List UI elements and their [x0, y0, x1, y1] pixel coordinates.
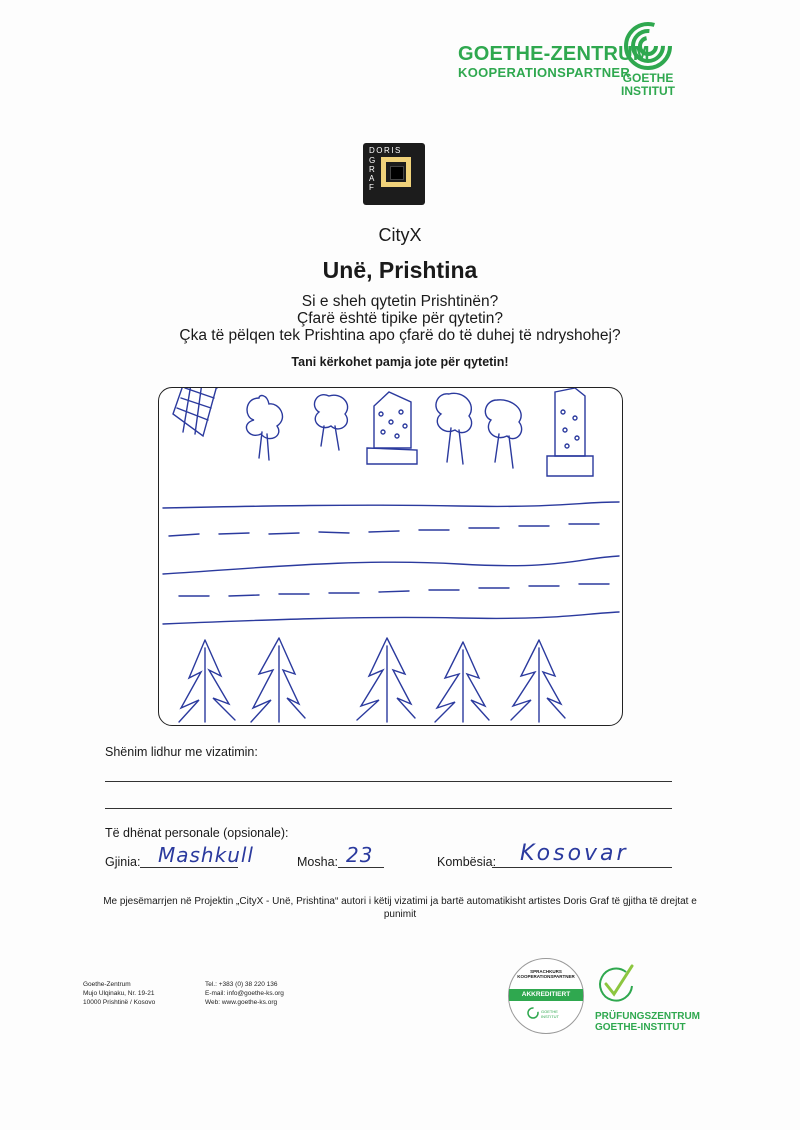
pine-tree-icon: [357, 638, 415, 722]
note-line-1[interactable]: [105, 781, 672, 782]
nationality-line: [492, 867, 672, 868]
personal-data-label: Të dhënat personale (opsionale):: [105, 826, 289, 840]
question-3: Çka të pëlqen tek Prishtina apo çfarë do të duhej të ndryshohej?: [179, 327, 621, 344]
tower-building-icon: [173, 388, 219, 436]
footer-tel: Tel.: +383 (0) 38 220 136: [205, 981, 278, 988]
footer-city: 10000 Prishtinë / Kosovo: [83, 999, 156, 1006]
pine-tree-icon: [511, 640, 565, 722]
footer-org: Goethe-Zentrum: [83, 981, 131, 988]
brand-line1: GOETHE-ZENTRUM: [458, 43, 650, 65]
pz-line2: GOETHE-INSTITUT: [595, 1022, 686, 1033]
tower-building-icon: [547, 388, 593, 476]
checkmark-circle-icon: [596, 962, 638, 1006]
gender-line: [140, 867, 238, 868]
graf-letter-g: G: [369, 156, 377, 165]
age-value[interactable]: 23: [346, 843, 374, 867]
seal-goethe-icon: [527, 1007, 539, 1019]
seal-band: AKKREDITIERT: [509, 989, 583, 1001]
goethe-institut-logo: [620, 22, 676, 97]
age-label: Mosha:: [297, 855, 338, 869]
pz-line1: PRÜFUNGSZENTRUM: [595, 1011, 700, 1022]
seal-top-text: SPRACHKURS KOOPERATIONSPARTNER: [517, 969, 575, 979]
tower-building-icon: [367, 392, 417, 464]
question-block: [0, 293, 800, 344]
seal-bottom-text: GOETHE INSTITUT: [541, 1009, 559, 1019]
graf-letter-a: A: [369, 174, 376, 183]
pine-tree-icon: [251, 638, 305, 722]
tree-icon: [436, 393, 472, 464]
goethe-swirl-icon: [624, 22, 672, 70]
page-title: Unë, Prishtina: [322, 257, 478, 283]
child-drawing: [159, 388, 622, 725]
accreditation-seal: [508, 958, 584, 1034]
doris-word: DORIS: [369, 146, 402, 155]
doris-graf-logo: [363, 143, 425, 205]
question-1: Si e sheh qytetin Prishtinën?: [301, 293, 499, 310]
graf-letter-r: R: [369, 165, 377, 174]
footer-web[interactable]: Web: www.goethe-ks.org: [205, 999, 278, 1006]
footer-street: Mujo Ulqinaku, Nr. 19-21: [83, 990, 155, 997]
drawing-prompt: Tani kërkohet pamja jote për qytetin!: [291, 355, 509, 369]
pine-tree-icon: [435, 642, 489, 722]
question-2: Çfarë është tipike për qytetin?: [297, 310, 503, 327]
pruefungszentrum-brand: [595, 1011, 700, 1033]
graf-letter-f: F: [369, 183, 376, 192]
brand-line2: KOOPERATIONSPARTNER: [458, 65, 631, 80]
nationality-label: Kombësia:: [437, 855, 497, 869]
road-icon: [163, 502, 619, 624]
footer-contact: [205, 980, 284, 1007]
age-line: [338, 867, 384, 868]
note-label: Shënim lidhur me vizatimin:: [105, 745, 258, 759]
logo-text1: GOETHE: [622, 71, 674, 85]
logo-text2: INSTITUT: [621, 83, 675, 98]
footer-address: [83, 980, 155, 1007]
tree-icon: [314, 395, 347, 450]
footer-email[interactable]: E-mail: info@goethe-ks.org: [205, 990, 284, 997]
note-line-2[interactable]: [105, 808, 672, 809]
tree-icon: [485, 400, 521, 468]
nationality-value[interactable]: Kosovar: [520, 841, 629, 866]
gender-label: Gjinia:: [105, 855, 141, 869]
project-name: CityX: [378, 225, 422, 245]
tree-icon: [246, 396, 282, 460]
doris-square-icon: [381, 157, 411, 187]
disclaimer-text: Me pjesëmarrjen në Projektin „CityX - Unë, Prishtina“ autori i këtij vizatimi ja bartë automatikisht artistes Doris Graf të gjitha të drejtat e punimit: [103, 896, 697, 920]
drawing-area: [158, 387, 623, 726]
gender-value[interactable]: Mashkull: [158, 843, 254, 867]
pine-tree-icon: [179, 640, 235, 722]
